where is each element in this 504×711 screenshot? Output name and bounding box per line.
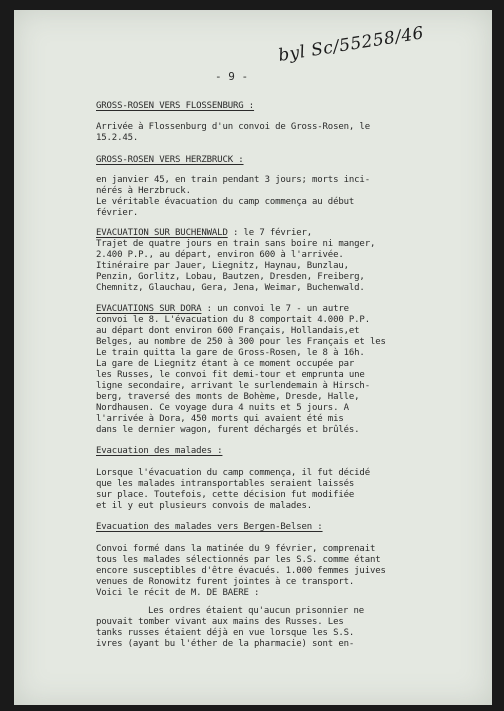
section-line: Le véritable évacuation du camp commença au début — [96, 197, 355, 207]
section-line: Trajet de quatre jours en train sans boire ni manger, — [96, 239, 376, 249]
section-line: Chemnitz, Glauchau, Gera, Jena, Weimar, Buchenwald. — [96, 283, 365, 293]
section-line: Le train quitta la gare de Gross-Rosen, le 8 à 16h. — [96, 348, 365, 358]
section-line: convoi le 8. L'évacuation du 8 comportait 4.000 P.P. — [96, 315, 370, 325]
section-line: et il y eut plusieurs convois de malades. — [96, 501, 313, 511]
section-line: les Russes, le convoi fit demi-tour et emprunta une — [96, 370, 365, 380]
section-heading-dora — [96, 304, 349, 315]
heading-dora-rest: : un convoi le 7 - un autre — [201, 304, 349, 314]
closing-line: Les ordres étaient qu'aucun prisonnier ne — [148, 606, 365, 616]
section-line: Itinéraire par Jauer, Liegnitz, Haynau, Bunzlau, — [96, 261, 349, 271]
section-line: 2.400 P.P., au départ, environ 600 à l'arrivée. — [96, 250, 344, 260]
closing-line: tanks russes étaient déjà en vue lorsque les S.S. — [96, 628, 355, 638]
section-line: nérés à Herzbruck. — [96, 186, 191, 196]
handwritten-reference: byl Sc/55258/46 — [276, 23, 426, 66]
section-line: février. — [96, 208, 139, 218]
section-line: Convoi formé dans la matinée du 9 février, comprenait — [96, 544, 376, 554]
section-line: 15.2.45. — [96, 133, 139, 143]
section-line: que les malades intransportables seraient laissés — [96, 479, 355, 489]
section-line: Belges, au nombre de 250 à 300 pour les Français et les — [96, 337, 386, 347]
section-heading-herzbruck: GROSS-ROSEN VERS HERZBRUCK : — [96, 155, 244, 165]
section-line: encore susceptibles d'être évacués. 1.000 femmes juives — [96, 566, 386, 576]
section-line: venues de Ronowitz furent jointes à ce transport. — [96, 577, 355, 587]
section-line: Voici le récit de M. DE BAERE : — [96, 588, 260, 598]
section-line: ligne secondaire, arrivant le surlendemain à Hirsch- — [96, 381, 370, 391]
section-line: l'arrivée à Dora, 450 morts qui avaient été mis — [96, 414, 344, 424]
heading-buchenwald-rest: : le 7 février, — [227, 228, 313, 238]
heading-buchenwald-label: EVACUATION SUR BUCHENWALD — [96, 228, 228, 238]
section-heading-evacuation-malades: Evacuation des malades : — [96, 446, 223, 456]
section-line: Nordhausen. Ce voyage dura 4 nuits et 5 jours. A — [96, 403, 349, 413]
section-heading-buchenwald — [96, 228, 312, 239]
section-line: dans le dernier wagon, furent déchargés et brûlés. — [96, 425, 360, 435]
section-line: tous les malades sélectionnés par les S.S. comme étant — [96, 555, 381, 565]
section-heading-bergen-belsen: Evacuation des malades vers Bergen-Belsen : — [96, 522, 323, 532]
section-line: berg, traversé des monts de Bohème, Dresde, Halle, — [96, 392, 360, 402]
section-line: au départ dont environ 600 Français, Hollandais,et — [96, 326, 360, 336]
section-heading-flossenburg: GROSS-ROSEN VERS FLOSSENBURG : — [96, 101, 255, 111]
closing-line: pouvait tomber vivant aux mains des Russes. Les — [96, 617, 344, 627]
section-line: Arrivée à Flossenburg d'un convoi de Gross-Rosen, le — [96, 122, 370, 132]
closing-line: ivres (ayant bu l'éther de la pharmacie) sont en- — [96, 639, 355, 649]
heading-dora-label: EVACUATIONS SUR DORA — [96, 304, 202, 314]
section-line: La gare de Liegnitz étant à ce moment occupée par — [96, 359, 355, 369]
section-line: en janvier 45, en train pendant 3 jours; morts inci- — [96, 175, 370, 185]
section-line: sur place. Toutefois, cette décision fut modifiée — [96, 490, 355, 500]
section-line: Penzin, Gorlitz, Lobau, Bautzen, Dresden, Freiberg, — [96, 272, 365, 282]
page-number: - 9 - — [215, 70, 249, 83]
section-line: Lorsque l'évacuation du camp commença, il fut décidé — [96, 468, 370, 478]
